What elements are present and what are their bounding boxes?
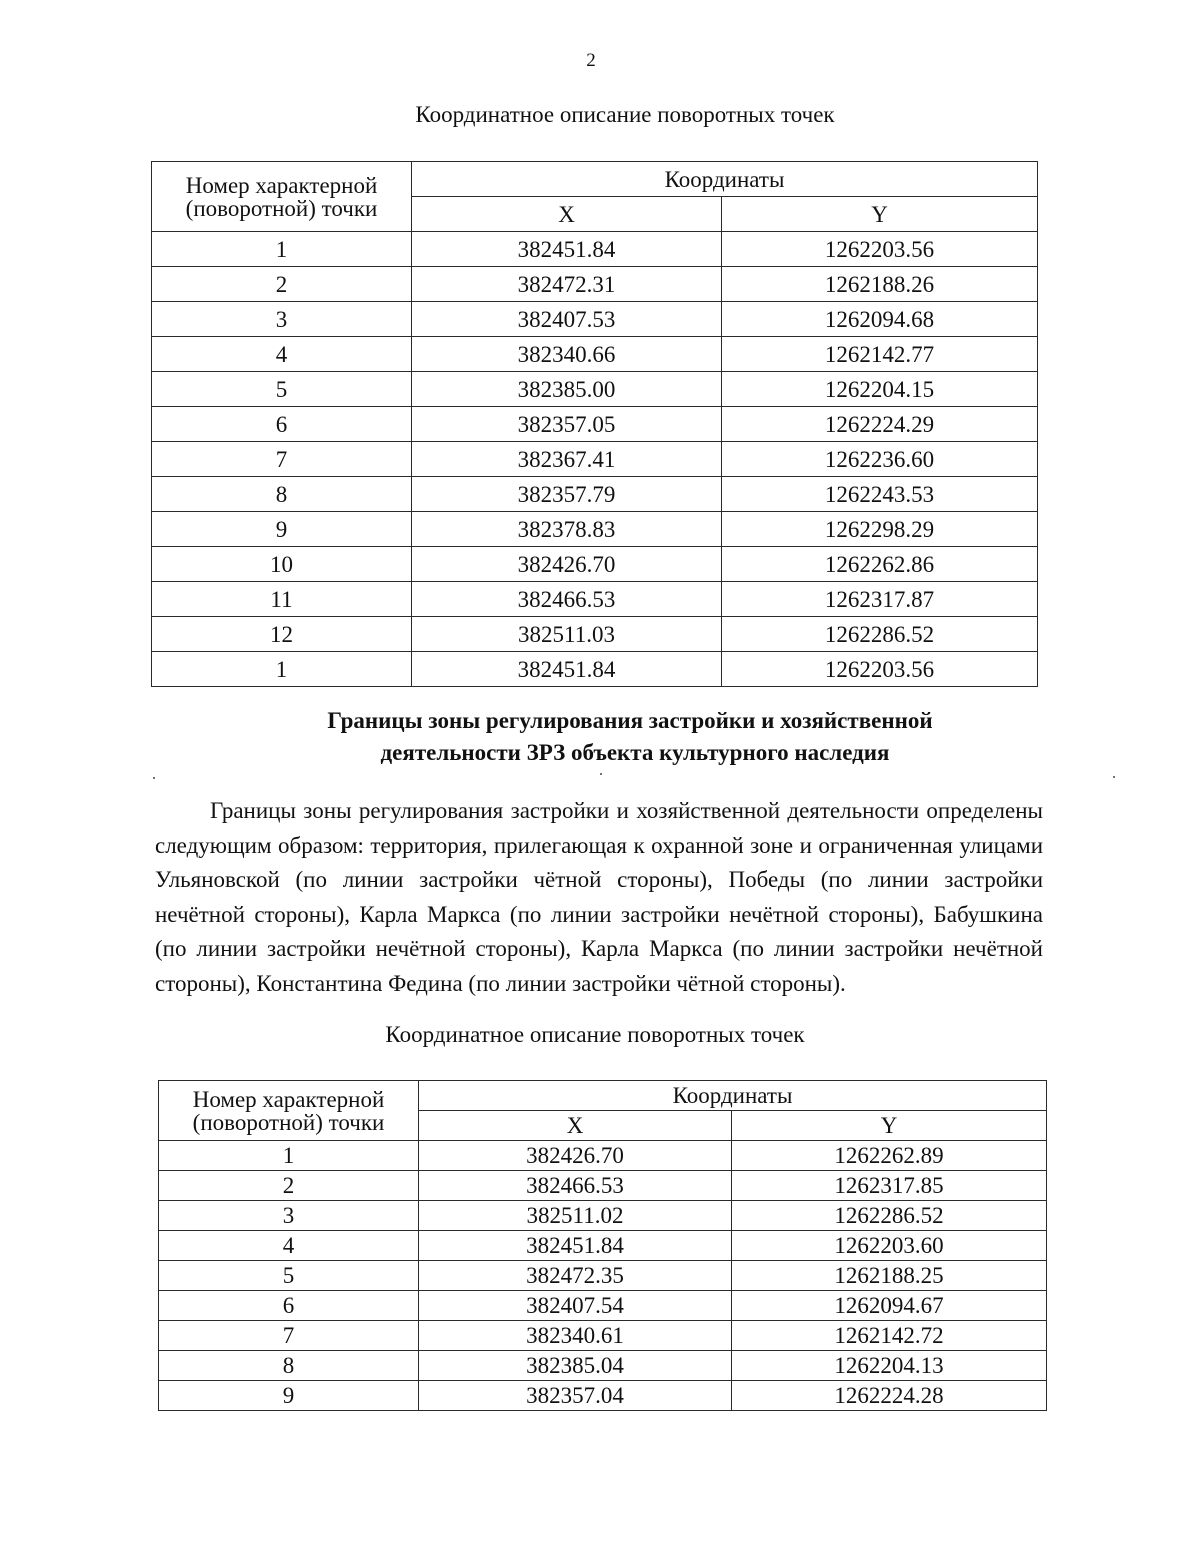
- x-coordinate-cell: 382367.41: [412, 442, 722, 477]
- point-number-cell: 6: [159, 1291, 419, 1321]
- point-number-cell: 11: [152, 582, 412, 617]
- table-row: [159, 1141, 1047, 1171]
- x-coordinate-cell: 382385.00: [412, 372, 722, 407]
- section-paragraph: Границы зоны регулирования застройки и хозяйственной деятельности определены следующим образом: территория, прилегающая к охранной зоне и ограниченная улицами Ульяновской (по линии застройки чётной стороны), Победы (по линии застройки нечётной стороны), Карла Маркса (по линии застройки нечётной стороны), Бабушкина (по линии застройки нечётной стороны), Карла Маркса (по линии застройки нечётной стороны), Константина Федина (по линии застройки чётной стороны).: [155, 798, 1043, 996]
- x-coordinate-cell: 382472.35: [419, 1261, 732, 1291]
- table-row: [152, 337, 1038, 372]
- x-coordinate-cell: 382426.70: [419, 1141, 732, 1171]
- x-column-header: X: [412, 197, 722, 232]
- point-number-header: [152, 162, 412, 232]
- point-number-cell: 12: [152, 617, 412, 652]
- point-number-cell: 7: [159, 1321, 419, 1351]
- table-row: [152, 512, 1038, 547]
- point-number-cell: 4: [152, 337, 412, 372]
- point-number-cell: 5: [159, 1261, 419, 1291]
- y-coordinate-cell: 1262203.56: [722, 232, 1038, 267]
- table-row: [152, 442, 1038, 477]
- table-row: [159, 1201, 1047, 1231]
- table-row: [152, 232, 1038, 267]
- table-row: [152, 302, 1038, 337]
- y-coordinate-cell: 1262262.89: [732, 1141, 1047, 1171]
- y-coordinate-cell: 1262317.87: [722, 582, 1038, 617]
- y-coordinate-cell: 1262224.29: [722, 407, 1038, 442]
- table1-body: [152, 232, 1038, 687]
- x-coordinate-cell: 382451.84: [412, 232, 722, 267]
- table-row: [159, 1321, 1047, 1351]
- table-row: [152, 267, 1038, 302]
- y-coordinate-cell: 1262188.25: [732, 1261, 1047, 1291]
- x-coordinate-cell: 382385.04: [419, 1351, 732, 1381]
- point-number-cell: 6: [152, 407, 412, 442]
- x-coordinate-cell: 382511.03: [412, 617, 722, 652]
- point-number-header-line2: (поворотной) точки: [192, 1109, 385, 1135]
- section-heading: [0, 705, 1200, 769]
- x-coordinate-cell: 382426.70: [412, 547, 722, 582]
- y-coordinate-cell: 1262188.26: [722, 267, 1038, 302]
- y-coordinate-cell: 1262224.28: [732, 1381, 1047, 1411]
- point-number-cell: 1: [152, 232, 412, 267]
- x-coordinate-cell: 382340.66: [412, 337, 722, 372]
- y-coordinate-cell: 1262094.68: [722, 302, 1038, 337]
- coordinates-group-header: Координаты: [412, 162, 1038, 197]
- point-number-cell: 1: [152, 652, 412, 687]
- point-number-header-line2: (поворотной) точки: [185, 195, 378, 221]
- x-coordinate-cell: 382378.83: [412, 512, 722, 547]
- x-coordinate-cell: 382466.53: [419, 1171, 732, 1201]
- y-coordinate-cell: 1262142.77: [722, 337, 1038, 372]
- x-coordinate-cell: 382511.02: [419, 1201, 732, 1231]
- table-row: [152, 407, 1038, 442]
- table-row: [159, 1171, 1047, 1201]
- table-row: [152, 547, 1038, 582]
- point-number-cell: 9: [152, 512, 412, 547]
- y-coordinate-cell: 1262203.56: [722, 652, 1038, 687]
- y-coordinate-cell: 1262317.85: [732, 1171, 1047, 1201]
- table-row: [152, 582, 1038, 617]
- y-coordinate-cell: 1262142.72: [732, 1321, 1047, 1351]
- x-coordinate-cell: 382472.31: [412, 267, 722, 302]
- table2-body: [159, 1141, 1047, 1411]
- point-number-cell: 3: [152, 302, 412, 337]
- y-coordinate-cell: 1262286.52: [732, 1201, 1047, 1231]
- table2-caption: Координатное описание поворотных точек: [385, 1022, 805, 1047]
- coordinates-table-1: [151, 161, 1038, 687]
- table1-caption: Координатное описание поворотных точек: [415, 102, 835, 127]
- coordinates-table-2: [158, 1080, 1047, 1411]
- table-row: [152, 372, 1038, 407]
- point-number-cell: 7: [152, 442, 412, 477]
- page-number: 2: [586, 50, 596, 71]
- table-row: [159, 1351, 1047, 1381]
- x-coordinate-cell: 382466.53: [412, 582, 722, 617]
- section-heading-line2: деятельности ЗРЗ объекта культурного наследия: [380, 740, 890, 765]
- x-coordinate-cell: 382357.05: [412, 407, 722, 442]
- y-coordinate-cell: 1262204.15: [722, 372, 1038, 407]
- table-row: [159, 1261, 1047, 1291]
- point-number-cell: 8: [159, 1351, 419, 1381]
- x-coordinate-cell: 382357.04: [419, 1381, 732, 1411]
- table-row: [152, 477, 1038, 512]
- point-number-cell: 2: [152, 267, 412, 302]
- point-number-cell: 10: [152, 547, 412, 582]
- coordinates-group-header: Координаты: [419, 1081, 1047, 1111]
- point-number-cell: 3: [159, 1201, 419, 1231]
- point-number-cell: 4: [159, 1231, 419, 1261]
- x-coordinate-cell: 382451.84: [419, 1231, 732, 1261]
- point-number-header-line1: Номер характерной: [185, 172, 378, 198]
- x-coordinate-cell: 382451.84: [412, 652, 722, 687]
- point-number-cell: 5: [152, 372, 412, 407]
- table-row: [159, 1381, 1047, 1411]
- point-number-cell: 9: [159, 1381, 419, 1411]
- table-row: [152, 617, 1038, 652]
- y-coordinate-cell: 1262094.67: [732, 1291, 1047, 1321]
- y-coordinate-cell: 1262262.86: [722, 547, 1038, 582]
- x-column-header: X: [419, 1111, 732, 1141]
- table-row: [159, 1231, 1047, 1261]
- x-coordinate-cell: 382357.79: [412, 477, 722, 512]
- y-column-header: Y: [732, 1111, 1047, 1141]
- y-coordinate-cell: 1262236.60: [722, 442, 1038, 477]
- point-number-cell: 1: [159, 1141, 419, 1171]
- scan-speck: [1113, 776, 1115, 778]
- point-number-header: [159, 1081, 419, 1141]
- point-number-header-line1: Номер характерной: [192, 1086, 385, 1112]
- x-coordinate-cell: 382407.53: [412, 302, 722, 337]
- y-coordinate-cell: 1262286.52: [722, 617, 1038, 652]
- y-coordinate-cell: 1262298.29: [722, 512, 1038, 547]
- point-number-cell: 2: [159, 1171, 419, 1201]
- y-coordinate-cell: 1262243.53: [722, 477, 1038, 512]
- point-number-cell: 8: [152, 477, 412, 512]
- scan-speck: [153, 777, 155, 779]
- y-coordinate-cell: 1262204.13: [732, 1351, 1047, 1381]
- table-row: [152, 652, 1038, 687]
- section-heading-line1: Границы зоны регулирования застройки и хозяйственной: [327, 708, 933, 733]
- x-coordinate-cell: 382340.61: [419, 1321, 732, 1351]
- table-row: [159, 1291, 1047, 1321]
- y-column-header: Y: [722, 197, 1038, 232]
- x-coordinate-cell: 382407.54: [419, 1291, 732, 1321]
- scan-speck: [600, 773, 602, 775]
- y-coordinate-cell: 1262203.60: [732, 1231, 1047, 1261]
